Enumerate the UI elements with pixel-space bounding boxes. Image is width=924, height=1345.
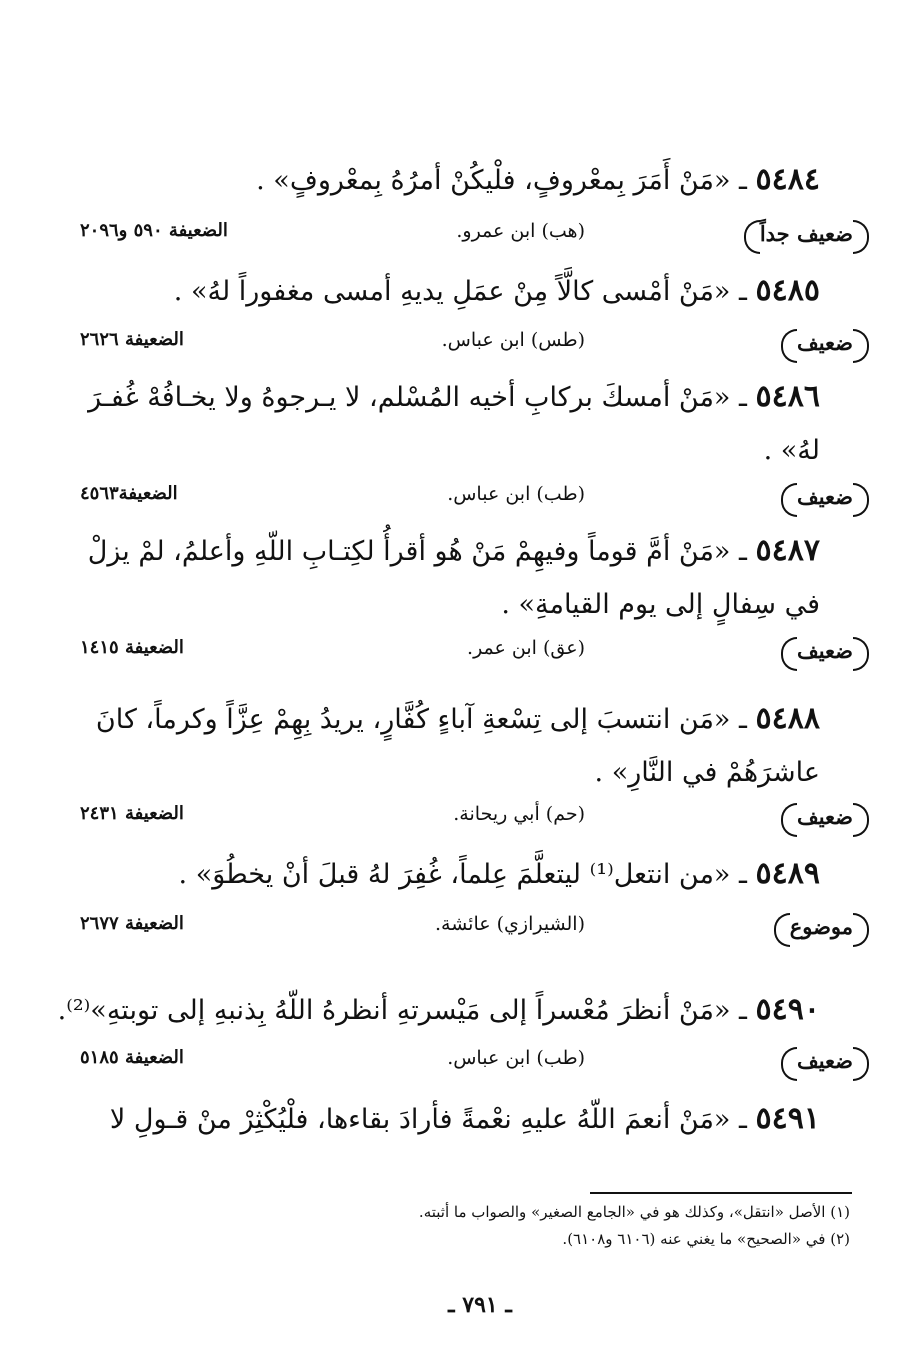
- hadith-line: لهُ» .: [763, 435, 820, 466]
- hadith-number: ٥٤٩٠: [755, 992, 820, 1027]
- hadith-meta: [80, 214, 865, 260]
- hadith-meta: [80, 477, 865, 523]
- hadith-number: ٥٤٨٤: [755, 162, 820, 197]
- reference: الضعيفة ٥٩٠ و٢٠٩٦: [80, 220, 228, 241]
- hadith-meta: [80, 797, 865, 843]
- source-citation: (طس) ابن عباس.: [441, 329, 585, 351]
- hadith-line: [60, 847, 820, 901]
- hadith-text: ـ «مَنْ أنظرَ مُعْسراً إلى مَيْسرتهِ أنظرهُ اللّهُ بِذنبهِ إلى توبتهِ»⁽²⁾.: [57, 995, 747, 1026]
- hadith-text: ـ «مَن انتسبَ إلى تِسْعةِ آباءٍ كُفَّارٍ، يريدُ بِهِمْ عِزَّاً وكرماً، كانَ: [95, 704, 747, 735]
- source-citation: (الشيرازي) عائشة.: [434, 913, 585, 935]
- source-citation: (طب) ابن عباس.: [447, 483, 585, 505]
- footnote: (١) الأصل «انتقل»، وكذلك هو في «الجامع الصغير» والصواب ما أثبته.: [418, 1203, 850, 1221]
- hadith-meta: [80, 1041, 865, 1087]
- hadith-number: ٥٤٨٦: [755, 379, 820, 414]
- hadith-text: ـ «مَنْ أمَّ قوماً وفيهِمْ مَنْ هُو أقرأُ لكِتـابِ اللّهِ وأعلمُ، لمْ يزلْ: [87, 536, 747, 567]
- grade-label: ضعيف: [785, 477, 865, 517]
- reference: الضعيفة ٢٦٢٦: [80, 329, 184, 350]
- hadith-line: [60, 153, 820, 207]
- hadith-meta: [80, 323, 865, 369]
- hadith-text: ـ «من انتعل⁽¹⁾ ليتعلَّمَ عِلماً، غُفِرَ لهُ قبلَ أنْ يخطُوَ» .: [178, 859, 747, 890]
- hadith-line: [57, 983, 820, 1037]
- hadith-meta: [80, 907, 865, 953]
- hadith-entry: [60, 153, 820, 207]
- grade-label: ضعيف: [785, 797, 865, 837]
- hadith-number: ٥٤٨٩: [755, 856, 820, 891]
- source-citation: (هب) ابن عمرو.: [456, 220, 585, 242]
- hadith-text: ـ «مَنْ أَمَرَ بِمعْروفٍ، فلْيكُنْ أمرُهُ بِمعْروفٍ» .: [256, 165, 747, 196]
- page-number: ـ ٧٩١ ـ: [448, 1292, 512, 1318]
- hadith-entry: [60, 524, 820, 632]
- reference: الضعيفة٤٥٦٣: [80, 483, 178, 504]
- reference: الضعيفة ٢٤٣١: [80, 803, 184, 824]
- footnote-divider: [590, 1192, 852, 1194]
- grade-label: ضعيف: [785, 1041, 865, 1081]
- hadith-line: [60, 370, 820, 424]
- hadith-meta: [80, 631, 865, 677]
- reference: الضعيفة ٢٦٧٧: [80, 913, 184, 934]
- source-citation: (حم) أبي ريحانة.: [453, 803, 585, 825]
- hadith-number: ٥٤٨٥: [755, 273, 820, 308]
- hadith-line: في سِفالٍ إلى يوم القيامةِ» .: [501, 589, 820, 620]
- hadith-line: [60, 692, 820, 746]
- grade-label: ضعيف جداً: [748, 214, 865, 254]
- hadith-entry: [60, 847, 820, 901]
- hadith-text: ـ «مَنْ أمْسى كالَّاً مِنْ عمَلِ يديهِ أمسى مغفوراً لهُ» .: [173, 276, 747, 307]
- hadith-line: [60, 1092, 820, 1146]
- hadith-entry: [60, 692, 820, 800]
- hadith-number: ٥٤٨٧: [755, 533, 820, 568]
- hadith-entry: [60, 1092, 820, 1146]
- hadith-number: ٥٤٨٨: [755, 701, 820, 736]
- grade-label: موضوع: [778, 907, 865, 947]
- hadith-entry: [60, 264, 820, 318]
- hadith-line: عاشرَهُمْ في النَّارِ» .: [594, 757, 820, 788]
- grade-label: ضعيف: [785, 323, 865, 363]
- source-citation: (عق) ابن عمر.: [467, 637, 585, 659]
- hadith-line: [60, 524, 820, 578]
- hadith-text: ـ «مَنْ أمسكَ بركابِ أخيه المُسْلم، لا يـرجوهُ ولا يخـافُهْ غُفـرَ: [88, 382, 747, 413]
- hadith-line: [60, 264, 820, 318]
- hadith-number: ٥٤٩١: [755, 1101, 820, 1136]
- hadith-entry: [57, 983, 820, 1037]
- reference: الضعيفة ٥١٨٥: [80, 1047, 184, 1068]
- reference: الضعيفة ١٤١٥: [80, 637, 184, 658]
- footnote: (٢) في «الصحيح» ما يغني عنه (٦١٠٦ و٦١٠٨).: [562, 1230, 850, 1248]
- source-citation: (طب) ابن عباس.: [447, 1047, 585, 1069]
- hadith-entry: [60, 370, 820, 478]
- hadith-text: ـ «مَنْ أنعمَ اللّهُ عليهِ نعْمةً فأرادَ بقاءها، فلْيُكْثِرْ منْ قـولِ لا: [109, 1104, 747, 1135]
- grade-label: ضعيف: [785, 631, 865, 671]
